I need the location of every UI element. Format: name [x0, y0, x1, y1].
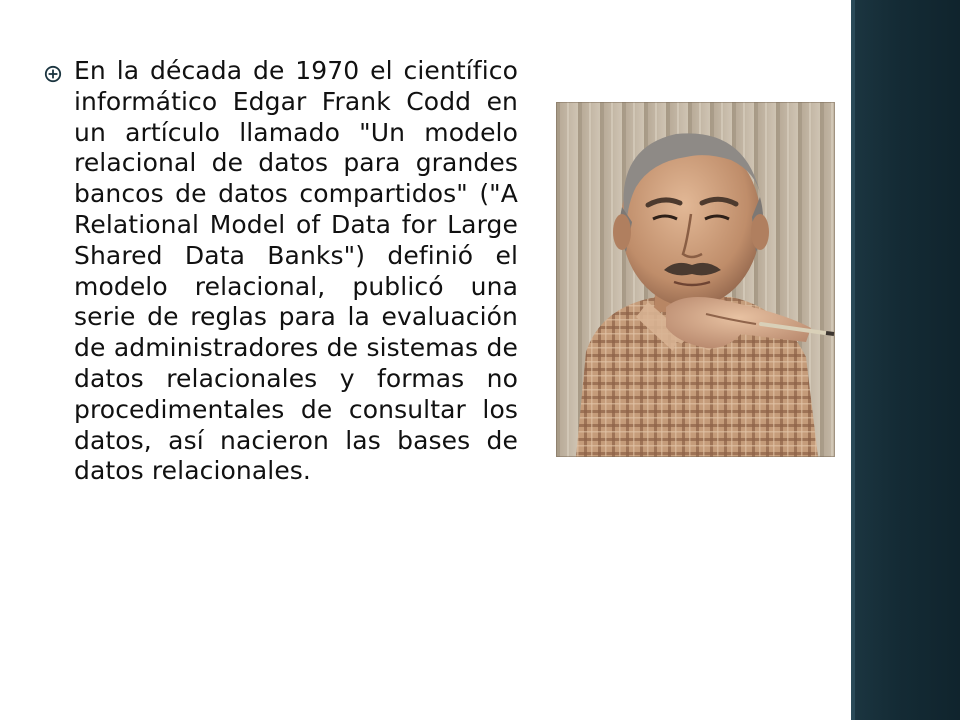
- bullet-text: En la década de 1970 el científico informático Edgar Frank Codd en un artículo llamado "Un modelo relacional de datos para grandes bancos de datos compartidos" ("A Relational Model of Data for Large Shared Data Banks") definió el modelo relacional, publicó una serie de reglas para la evaluación de administradores de sistemas de datos relacionales y formas no procedimentales de consultar los datos, así nacieron las bases de datos relacionales.: [74, 56, 518, 486]
- side-band: [855, 0, 960, 720]
- circled-plus-icon: [44, 65, 62, 83]
- portrait-photo: [556, 102, 835, 457]
